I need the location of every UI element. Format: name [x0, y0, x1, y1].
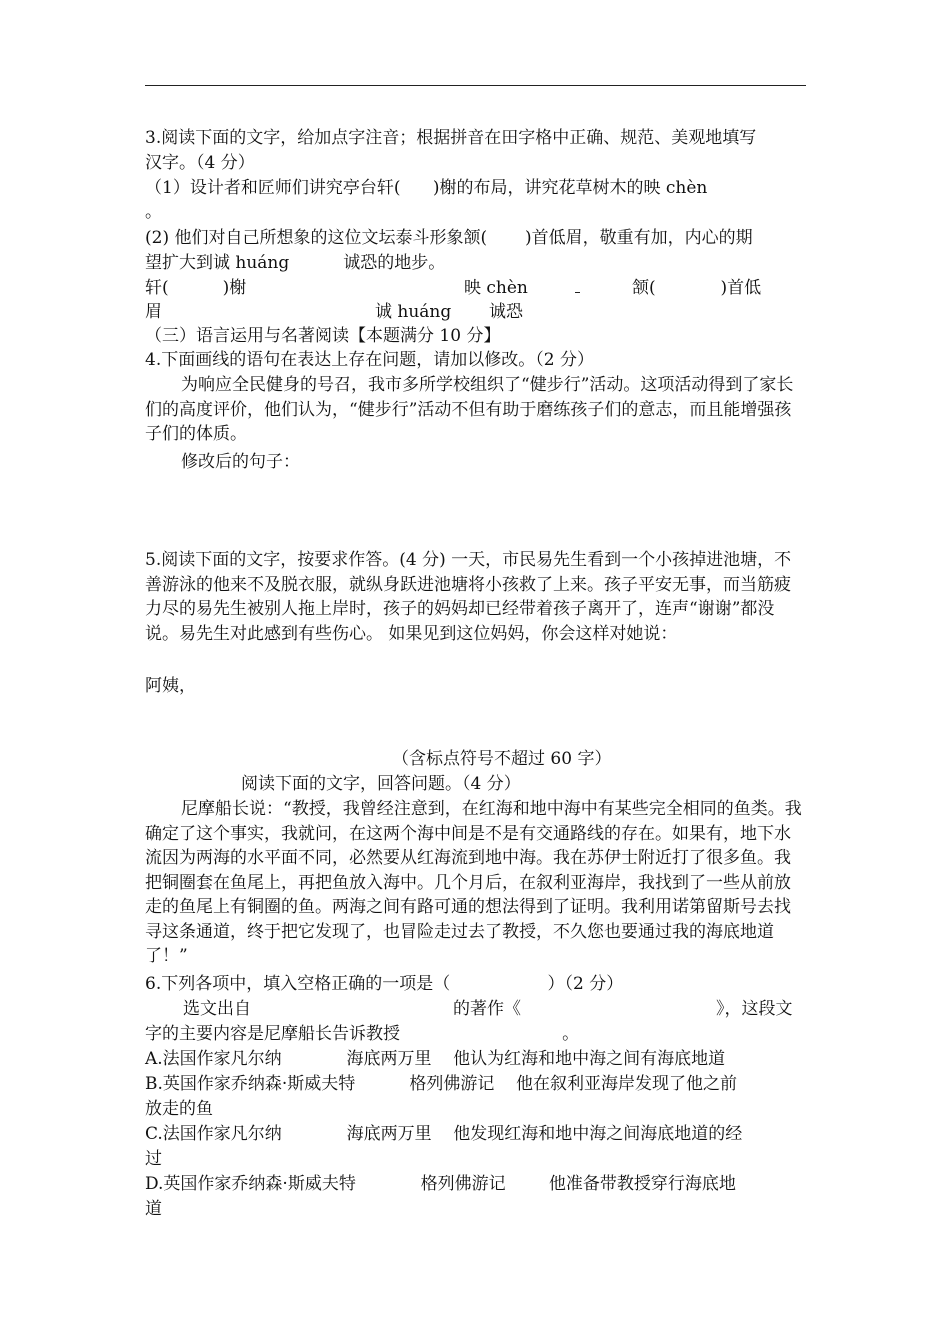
q3-answer-kong: 诚恐 — [489, 302, 523, 322]
q4-heading: 4.下面画线的语句在表达上存在问题，请加以修改。（2 分） — [145, 350, 594, 370]
q3-sentence2-line2: 望扩大到诚 huáng 诚恐的地步。 — [145, 253, 446, 273]
q3-heading-line1: 3.阅读下面的文字，给加点字注音；根据拼音在田字格中正确、规范、美观地填写 — [145, 128, 757, 148]
q5-aunt: 阿姨， — [145, 676, 196, 696]
q3-answer-xuan: 轩( )榭 — [145, 278, 247, 298]
answer-dash — [575, 292, 580, 293]
reading-heading: 阅读下面的文字，回答问题。（4 分） — [241, 774, 521, 794]
q6-heading: 6.下列各项中，填入空格正确的一项是（ ）（2 分） — [145, 974, 624, 994]
section-3-heading: （三）语言运用与名著阅读【本题满分 10 分】 — [145, 326, 501, 346]
q4-paragraph: 为响应全民健身的号召，我市多所学校组织了“健步行”活动。这项活动得到了家长们的高度评价，他们认为，“健步行”活动不但有助于磨练孩子们的意志，而且能增强孩子们的体质。 — [145, 375, 794, 444]
header-rule — [145, 85, 806, 86]
q5-word-limit: （含标点符号不超过 60 字） — [392, 749, 612, 769]
q6-option-b-line2: 放走的鱼 — [145, 1099, 213, 1119]
q3-sentence2-line1: (2) 他们对自己所想象的这位文坛泰斗形象颔( )首低眉，敬重有加，内心的期 — [145, 228, 753, 248]
q3-sentence1: （1）设计者和匠师们讲究亭台轩( )榭的布局，讲究花草树木的映 chèn — [145, 178, 708, 198]
q6-stem-part3: 》，这段文 — [716, 999, 793, 1019]
q3-answer-mei: 眉 — [145, 302, 162, 322]
reading-passage: 尼摩船长说：“教授，我曾经注意到，在红海和地中海中有某些完全相同的鱼类。我确定了这个事实，我就问，在这两个海中间是不是有交通路线的存在。如果有，地下水流因为两海的水平面不同，必然要从红海流到地中海。我在苏伊士附近打了很多鱼。我把铜圈套在鱼尾上，再把鱼放入海中。几个月后，在叙利亚海岸，我找到了一些从前放走的鱼尾上有铜圈的鱼。两海之间有路可通的想法得到了证明。我利用诺第留斯号去找寻这条通道，终于把它发现了，也冒险走过去了教授，不久您也要通过我的海底地道了！” — [145, 799, 802, 966]
q6-stem-part2: 的著作《 — [453, 999, 521, 1019]
q6-option-b-line1: B.英国作家乔纳森·斯威夫特 格列佛游记 他在叙利亚海岸发现了他之前 — [145, 1074, 737, 1094]
q6-option-d-line1: D.英国作家乔纳森·斯威夫特 格列佛游记 他准备带教授穿行海底地 — [145, 1174, 736, 1194]
q6-stem-part1: 选文出自 — [183, 999, 251, 1019]
q6-option-c-line1: C.法国作家凡尔纳 海底两万里 他发现红海和地中海之间海底地道的经 — [145, 1124, 743, 1144]
q6-option-d-line2: 道 — [145, 1199, 162, 1219]
q3-sentence1-end: 。 — [145, 202, 162, 222]
q3-heading-line2: 汉字。（4 分） — [145, 153, 255, 173]
q6-stem-line2: 字的主要内容是尼摩船长告诉教授 。 — [145, 1024, 580, 1044]
q6-option-c-line2: 过 — [145, 1149, 162, 1169]
q4-answer-label: 修改后的句子： — [181, 452, 300, 472]
q3-answer-huang: 诚 huáng — [375, 302, 452, 322]
q6-option-a: A.法国作家凡尔纳 海底两万里 他认为红海和地中海之间有海底地道 — [145, 1049, 726, 1069]
q3-answer-han: 颔( )首低 — [632, 278, 762, 298]
q3-answer-chen: 映 chèn — [464, 278, 528, 298]
q5-paragraph: 5.阅读下面的文字，按要求作答。(4 分) 一天，市民易先生看到一个小孩掉进池塘，不善游泳的他来不及脱衣服，就纵身跃进池塘将小孩救了上来。孩子平安无事，而当筋疲力尽的易先生被别人拖上岸时，孩子的妈妈却已经带着孩子离开了，连声“谢谢”都没说。易先生对此感到有些伤心。 如果见到这位妈妈，你会这样对她说： — [145, 550, 792, 644]
